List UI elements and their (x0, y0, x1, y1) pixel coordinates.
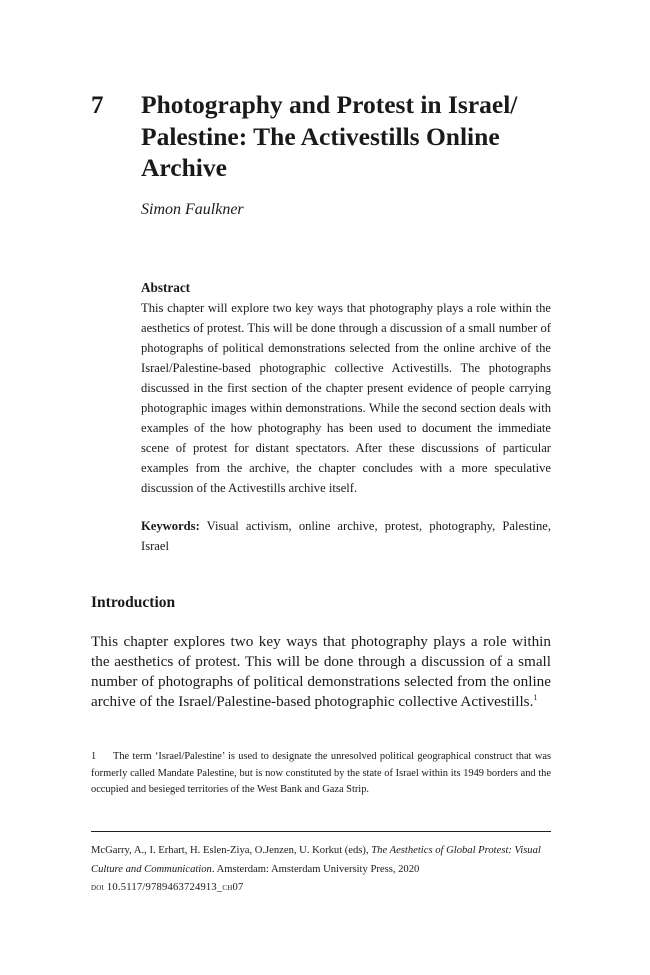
chapter-author: Simon Faulkner (141, 201, 244, 218)
citation-doi[interactable]: doi 10.5117/9789463724913_ch07 (91, 882, 244, 893)
keywords-label: Keywords: (141, 519, 200, 533)
citation (91, 842, 551, 898)
footnote (91, 749, 551, 799)
keywords (141, 516, 551, 556)
abstract-heading: Abstract (141, 280, 191, 295)
keywords-text: Visual activism, online archive, protest, photography, Palestine, Israel (141, 519, 551, 553)
abstract-body: This chapter will explore two key ways that photography plays a role within the aesthetics of protest. This will be done through a discussion of a small number of photographs of political demonstrations selected from the online archive of the Israel/Palestine-based photographic collective Activestills. The photographs discussed in the first section of the chapter present evidence of people carrying photographic images within demonstrations. While the second section deals with examples of the how photography has been used to document the immediate scene of protest for distant spectators. After these discussions of particular examples from the archive, the chapter concludes with a more speculative discussion of the Activestills archive itself. (141, 301, 551, 495)
footnote-text: The term ‘Israel/Palestine’ is used to designate the unresolved political geographical construct that was formerly called Mandate Palestine, but is now constituted by the state of Israel within its 1949 borders and the occupied and besieged territories of the West Bank and Gaza Strip. (91, 751, 551, 795)
citation-book-title: The Aesthetics of Global Protest: Visual Culture and Communication (91, 845, 541, 875)
footnote-number: 1 (91, 751, 97, 762)
introduction-text: This chapter explores two key ways that photography plays a role within the aesthetics of protest. This will be done through a discussion of a small number of photographs of political demonstrations selected from the online archive of the Israel/Palestine-based photographic collective Activestills. (91, 633, 551, 710)
abstract (141, 278, 551, 498)
citation-publisher: . Amsterdam: Amsterdam University Press, 2020 (211, 863, 420, 875)
introduction-body (91, 632, 551, 712)
citation-authors: McGarry, A., I. Erhart, H. Eslen-Ziya, O.Jenzen, U. Korkut (eds), (91, 845, 369, 856)
citation-divider (91, 831, 551, 832)
chapter-number: 7 (91, 92, 104, 119)
chapter-title: Photography and Protest in Israel/ Palestine: The Activestills Online Archive (141, 90, 518, 182)
introduction-heading: Introduction (91, 594, 176, 611)
footnote-reference[interactable]: 1 (533, 692, 538, 702)
